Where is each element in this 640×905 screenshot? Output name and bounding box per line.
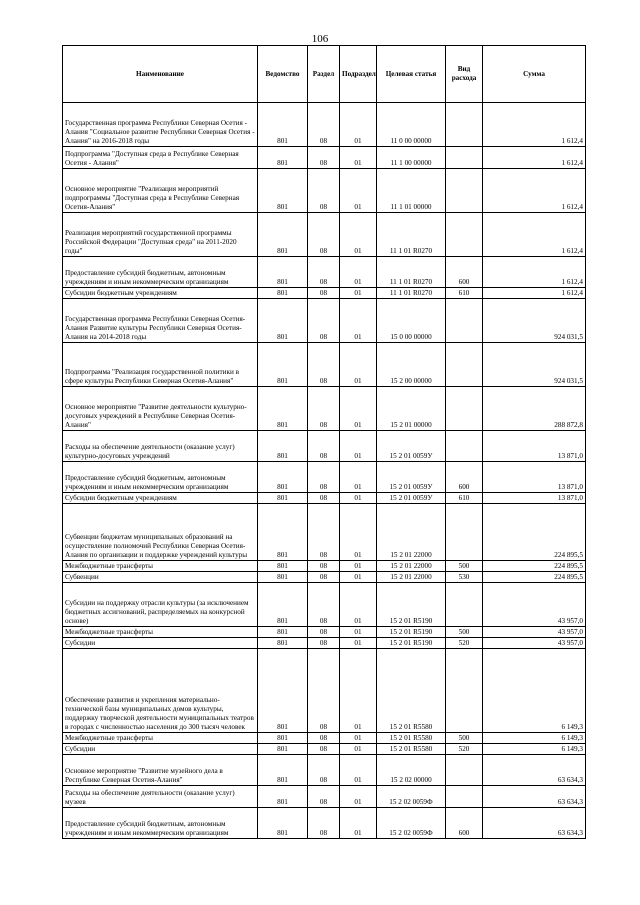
row-expense-type: 610 [446,493,483,504]
row-expense-type [446,169,483,213]
table-row [63,583,586,627]
header-amount: Сумма [483,46,586,103]
table-row [63,755,586,786]
row-expense-type: 610 [446,288,483,299]
row-target-article: 15 2 01 R5190 [377,627,446,638]
row-department: 801 [258,103,308,147]
row-department: 801 [258,572,308,583]
row-name: Основное мероприятие "Развитие музейного дела в Республике Северная Осетия-Алания" [63,755,258,786]
row-name: Подпрограмма "Реализация государственной политики в сфере культуры Республики Северная Осетия-Алания" [63,343,258,387]
table-row [63,387,586,431]
row-department: 801 [258,638,308,649]
table-row [63,744,586,755]
row-amount: 63 634,3 [483,786,586,808]
row-expense-type [446,343,483,387]
page-number: 106 [311,33,329,45]
row-amount: 43 957,0 [483,627,586,638]
row-subsection: 01 [340,504,377,561]
row-name: Предоставление субсидий бюджетным, автономным учреждениям и иным некоммерческим организациям [63,808,258,839]
row-department: 801 [258,808,308,839]
row-name: Субсидии [63,744,258,755]
row-name: Субвенции [63,572,258,583]
row-section: 08 [308,649,340,733]
row-section: 08 [308,462,340,493]
row-amount: 224 895,5 [483,572,586,583]
table-row [63,343,586,387]
row-section: 08 [308,343,340,387]
table-row [63,627,586,638]
row-section: 08 [308,299,340,343]
table-row [63,733,586,744]
row-amount: 13 871,0 [483,493,586,504]
row-department: 801 [258,213,308,257]
row-name: Межбюджетные трансферты [63,561,258,572]
row-target-article: 15 2 02 00000 [377,755,446,786]
row-expense-type [446,103,483,147]
row-name: Субсидии бюджетным учреждениям [63,288,258,299]
row-amount: 1 612,4 [483,257,586,288]
row-department: 801 [258,649,308,733]
row-target-article: 11 1 01 00000 [377,169,446,213]
row-amount: 63 634,3 [483,808,586,839]
row-expense-type: 520 [446,744,483,755]
row-name: Основное мероприятие "Реализация мероприятий подпрограммы "Доступная среда в Республике Северная Осетия-Алания" [63,169,258,213]
row-expense-type [446,649,483,733]
row-target-article: 15 2 01 R5580 [377,649,446,733]
row-department: 801 [258,583,308,627]
row-amount: 13 871,0 [483,462,586,493]
row-target-article: 11 1 01 R0270 [377,257,446,288]
row-subsection: 01 [340,627,377,638]
row-amount: 1 612,4 [483,147,586,169]
row-name: Межбюджетные трансферты [63,733,258,744]
row-expense-type: 520 [446,638,483,649]
row-section: 08 [308,387,340,431]
row-subsection: 01 [340,343,377,387]
row-subsection: 01 [340,808,377,839]
table-row [63,786,586,808]
row-department: 801 [258,504,308,561]
row-subsection: 01 [340,462,377,493]
table-header-row [63,46,586,103]
header-expense-type: Вид расхода [446,46,483,103]
row-amount: 288 872,8 [483,387,586,431]
row-amount: 43 957,0 [483,583,586,627]
row-amount: 13 871,0 [483,431,586,462]
row-expense-type: 500 [446,627,483,638]
row-department: 801 [258,733,308,744]
row-target-article: 15 2 01 0059У [377,431,446,462]
row-name: Обеспечение развития и укрепления материально-технической базы муниципальных домов культуры, поддержку творческой деятельности муниципальных театров в городах с численностью населения до 300 тысяч человек [63,649,258,733]
row-name: Государственная программа Республики Северная Осетия-Алания Развитие культуры Республики Северная Осетия-Алания на 2014-2018 годы [63,299,258,343]
row-name: Межбюджетные трансферты [63,627,258,638]
row-section: 08 [308,755,340,786]
header-department: Ведомство [258,46,308,103]
row-section: 08 [308,103,340,147]
header-subsection: Подраздел [340,46,377,103]
row-department: 801 [258,169,308,213]
row-department: 801 [258,627,308,638]
row-subsection: 01 [340,288,377,299]
row-amount: 1 612,4 [483,169,586,213]
table-row [63,808,586,839]
row-expense-type: 500 [446,561,483,572]
table-row [63,288,586,299]
row-target-article: 15 2 01 22000 [377,504,446,561]
row-section: 08 [308,744,340,755]
header-section: Раздел [308,46,340,103]
table-row [63,504,586,561]
row-section: 08 [308,627,340,638]
header-target-article: Целевая статья [377,46,446,103]
table-row [63,431,586,462]
row-section: 08 [308,213,340,257]
table-row [63,561,586,572]
table-row [63,462,586,493]
row-subsection: 01 [340,744,377,755]
row-section: 08 [308,786,340,808]
row-subsection: 01 [340,493,377,504]
row-expense-type: 600 [446,808,483,839]
row-name: Субсидии [63,638,258,649]
row-name: Основное мероприятие "Развитие деятельности культурно-досуговых учреждений в Республике Северная Осетия-Алания" [63,387,258,431]
row-target-article: 11 0 00 00000 [377,103,446,147]
row-expense-type: 500 [446,733,483,744]
table-row [63,213,586,257]
row-target-article: 15 0 00 00000 [377,299,446,343]
row-amount: 924 031,5 [483,343,586,387]
table-row [63,638,586,649]
row-subsection: 01 [340,147,377,169]
row-expense-type [446,583,483,627]
row-section: 08 [308,638,340,649]
header-name: Наименование [63,46,258,103]
row-expense-type [446,504,483,561]
row-section: 08 [308,147,340,169]
row-name: Субсидии на поддержку отрасли культуры (за исключением бюджетных ассигнований, распределяемых на конкурсной основе) [63,583,258,627]
row-amount: 224 895,5 [483,504,586,561]
row-name: Предоставление субсидий бюджетным, автономным учреждениям и иным некоммерческим организациям [63,462,258,493]
row-target-article: 15 2 02 0059Ф [377,808,446,839]
row-department: 801 [258,288,308,299]
row-expense-type [446,299,483,343]
row-name: Субсидии бюджетным учреждениям [63,493,258,504]
row-target-article: 15 2 01 22000 [377,561,446,572]
row-target-article: 15 2 01 R5190 [377,638,446,649]
row-section: 08 [308,561,340,572]
row-subsection: 01 [340,733,377,744]
row-expense-type: 600 [446,462,483,493]
table-row [63,147,586,169]
row-section: 08 [308,169,340,213]
row-target-article: 11 1 00 00000 [377,147,446,169]
row-subsection: 01 [340,431,377,462]
row-expense-type [446,213,483,257]
row-name: Реализация мероприятий государственной программы Российской Федерации "Доступная среда" на 2011-2020 годы" [63,213,258,257]
row-department: 801 [258,744,308,755]
row-target-article: 15 2 01 0059У [377,462,446,493]
row-subsection: 01 [340,257,377,288]
row-amount: 6 149,3 [483,733,586,744]
row-name: Расходы на обеспечение деятельности (оказание услуг) музеев [63,786,258,808]
row-section: 08 [308,808,340,839]
row-department: 801 [258,299,308,343]
row-department: 801 [258,561,308,572]
row-expense-type: 600 [446,257,483,288]
row-subsection: 01 [340,387,377,431]
row-subsection: 01 [340,649,377,733]
row-section: 08 [308,431,340,462]
row-amount: 6 149,3 [483,744,586,755]
row-amount: 224 895,5 [483,561,586,572]
table-row [63,169,586,213]
row-subsection: 01 [340,299,377,343]
row-target-article: 15 2 01 0059У [377,493,446,504]
row-expense-type: 530 [446,572,483,583]
row-name: Государственная программа Республики Северная Осетия - Алания "Социальное развитие Республики Северная Осетия - Алания" на 2016-2018 годы [63,103,258,147]
row-subsection: 01 [340,638,377,649]
row-name: Подпрограмма "Доступная среда в Республике Северная Осетия - Алания" [63,147,258,169]
row-expense-type [446,387,483,431]
row-department: 801 [258,147,308,169]
row-subsection: 01 [340,572,377,583]
row-target-article: 15 2 01 22000 [377,572,446,583]
row-name: Субвенции бюджетам муниципальных образований на осуществление полномочий Республики Северная Осетия-Алания по организации и поддержке учреждений культуры [63,504,258,561]
row-expense-type [446,431,483,462]
row-subsection: 01 [340,213,377,257]
row-department: 801 [258,786,308,808]
row-amount: 43 957,0 [483,638,586,649]
row-amount: 924 031,5 [483,299,586,343]
row-section: 08 [308,257,340,288]
row-department: 801 [258,462,308,493]
row-amount: 1 612,4 [483,288,586,299]
row-department: 801 [258,431,308,462]
row-subsection: 01 [340,786,377,808]
row-section: 08 [308,504,340,561]
row-section: 08 [308,493,340,504]
table-row [63,493,586,504]
row-amount: 63 634,3 [483,755,586,786]
row-amount: 1 612,4 [483,103,586,147]
row-target-article: 15 2 01 R5190 [377,583,446,627]
row-target-article: 11 1 01 R0270 [377,213,446,257]
table-row [63,257,586,288]
row-target-article: 15 2 02 0059Ф [377,786,446,808]
table-row [63,572,586,583]
row-subsection: 01 [340,755,377,786]
row-subsection: 01 [340,561,377,572]
row-expense-type [446,786,483,808]
row-section: 08 [308,733,340,744]
row-target-article: 15 2 00 00000 [377,343,446,387]
table-row [63,649,586,733]
row-department: 801 [258,257,308,288]
row-target-article: 11 1 01 R0270 [377,288,446,299]
row-subsection: 01 [340,103,377,147]
row-target-article: 15 2 01 R5580 [377,733,446,744]
row-name: Расходы на обеспечение деятельности (оказание услуг) культурно-досуговых учреждений [63,431,258,462]
row-department: 801 [258,387,308,431]
row-subsection: 01 [340,169,377,213]
row-department: 801 [258,343,308,387]
table-row [63,103,586,147]
row-target-article: 15 2 01 00000 [377,387,446,431]
row-section: 08 [308,583,340,627]
row-department: 801 [258,493,308,504]
table-row [63,299,586,343]
row-amount: 1 612,4 [483,213,586,257]
row-section: 08 [308,572,340,583]
row-target-article: 15 2 01 R5580 [377,744,446,755]
row-expense-type [446,147,483,169]
row-expense-type [446,755,483,786]
row-section: 08 [308,288,340,299]
row-name: Предоставление субсидий бюджетным, автономным учреждениям и иным некоммерческим организациям [63,257,258,288]
row-department: 801 [258,755,308,786]
budget-table [62,45,586,839]
row-subsection: 01 [340,583,377,627]
row-amount: 6 149,3 [483,649,586,733]
